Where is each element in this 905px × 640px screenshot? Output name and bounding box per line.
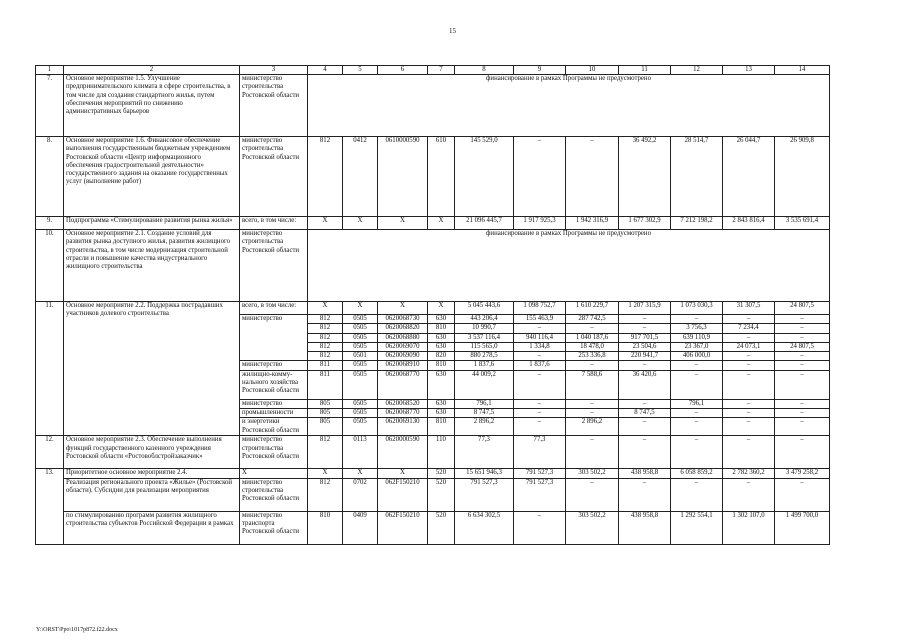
value-cell: –	[619, 399, 671, 408]
value-cell: 3 479 258,2	[775, 469, 830, 478]
value-cell: 917 701,5	[619, 333, 671, 342]
value-cell: 2 843 816,4	[723, 217, 775, 230]
value-cell: –	[775, 352, 830, 361]
header-cell: 6	[378, 66, 428, 75]
header-cell: 13	[723, 66, 775, 75]
value-cell: –	[723, 370, 775, 399]
value-cell: 639 110,9	[671, 333, 723, 342]
value-cell: 287 742,5	[566, 315, 619, 324]
header-cell: 11	[619, 66, 671, 75]
row-executor: всего, в том числе:	[240, 302, 308, 315]
value-cell: –	[566, 324, 619, 333]
value-cell: 805	[308, 409, 343, 418]
value-cell: 0412	[343, 137, 378, 217]
row-executor: жилищно-комму-нального хозяйства Ростовской области	[240, 370, 308, 399]
value-cell: –	[514, 418, 566, 436]
value-cell: 303 502,2	[566, 469, 619, 478]
value-cell: 0620068770	[378, 409, 428, 418]
value-cell: 0505	[343, 418, 378, 436]
value-cell: –	[619, 315, 671, 324]
value-cell: 28 514,7	[671, 137, 723, 217]
value-cell: –	[514, 137, 566, 217]
value-cell: 7 234,4	[723, 324, 775, 333]
row-name: Приоритетное основное мероприятие 2.4.	[64, 469, 240, 478]
value-cell: 15 651 946,3	[455, 469, 514, 478]
row-executor: министерство строительства Ростовской области	[240, 230, 308, 302]
value-cell: 155 463,9	[514, 315, 566, 324]
table-row	[36, 511, 830, 544]
table-row	[36, 75, 830, 137]
value-cell: 253 336,8	[566, 352, 619, 361]
value-cell: –	[775, 409, 830, 418]
value-cell: 0113	[343, 436, 378, 469]
value-cell: 44 009,2	[455, 370, 514, 399]
value-cell: –	[723, 399, 775, 408]
value-cell: 610	[428, 137, 455, 217]
value-cell: –	[619, 361, 671, 370]
value-cell: 26 909,8	[775, 137, 830, 217]
value-cell: 520	[428, 511, 455, 544]
financing-note: финансирование в рамках Программы не предусмотрено	[308, 75, 830, 137]
header-cell: 1	[36, 66, 64, 75]
value-cell: 812	[308, 315, 343, 324]
value-cell: X	[378, 217, 428, 230]
value-cell: 630	[428, 342, 455, 351]
value-cell: –	[723, 333, 775, 342]
value-cell: –	[671, 361, 723, 370]
value-cell: 812	[308, 324, 343, 333]
value-cell: 36 420,6	[619, 370, 671, 399]
row-executor: и энергетики Ростовской области	[240, 418, 308, 436]
value-cell: X	[343, 302, 378, 315]
value-cell: 5 045 443,6	[455, 302, 514, 315]
value-cell: –	[775, 370, 830, 399]
value-cell: X	[308, 469, 343, 478]
row-name: Основное мероприятие 1.6. Финансовое обеспечение выполнения государственным бюджетным учреждением Ростовской области «Центр информационного обеспечения градостроительной деятельности» государственного задания на оказание государственных услуг (выполнение работ)	[64, 137, 240, 217]
value-cell: 3 537 116,4	[455, 333, 514, 342]
value-cell: 3 756,3	[671, 324, 723, 333]
value-cell: 0501	[343, 352, 378, 361]
value-cell: –	[723, 436, 775, 469]
value-cell: 110	[428, 436, 455, 469]
value-cell: 443 206,4	[455, 315, 514, 324]
value-cell: –	[775, 418, 830, 436]
row-number: 12.	[36, 436, 64, 469]
value-cell: –	[723, 478, 775, 511]
value-cell: –	[619, 324, 671, 333]
value-cell: 0620068520	[378, 399, 428, 408]
row-name: по стимулированию программ развития жилищного строительства субъектов Российской Федерации в рамках	[64, 511, 240, 544]
value-cell: 31 307,5	[723, 302, 775, 315]
value-cell: –	[723, 418, 775, 436]
value-cell: 8 747,5	[455, 409, 514, 418]
value-cell: 24 073,1	[723, 342, 775, 351]
value-cell: 7 588,6	[566, 370, 619, 399]
value-cell: 406 000,0	[671, 352, 723, 361]
value-cell: 36 492,2	[619, 137, 671, 217]
value-cell: 0620068880	[378, 333, 428, 342]
value-cell: 77,3	[455, 436, 514, 469]
table-row	[36, 436, 830, 469]
row-executor: всего, в том числе:	[240, 217, 308, 230]
value-cell: 0620069090	[378, 352, 428, 361]
value-cell: 812	[308, 478, 343, 511]
value-cell: 805	[308, 399, 343, 408]
value-cell: 820	[428, 352, 455, 361]
value-cell: X	[308, 217, 343, 230]
value-cell: –	[723, 409, 775, 418]
header-cell: 14	[775, 66, 830, 75]
value-cell: 1 677 302,9	[619, 217, 671, 230]
value-cell: 438 958,8	[619, 511, 671, 544]
value-cell: 0505	[343, 315, 378, 324]
row-number: 9.	[36, 217, 64, 230]
value-cell: 220 941,7	[619, 352, 671, 361]
value-cell: –	[514, 352, 566, 361]
value-cell: 2 896,2	[566, 418, 619, 436]
value-cell: 0505	[343, 324, 378, 333]
value-cell: 1 499 700,0	[775, 511, 830, 544]
row-executor: промышленности	[240, 409, 308, 418]
value-cell: –	[775, 315, 830, 324]
value-cell: 0505	[343, 399, 378, 408]
value-cell: 2 782 360,2	[723, 469, 775, 478]
value-cell: 0505	[343, 342, 378, 351]
value-cell: X	[308, 302, 343, 315]
value-cell: 630	[428, 370, 455, 399]
value-cell: 0505	[343, 333, 378, 342]
row-executor: министерство	[240, 361, 308, 370]
value-cell: 0620068820	[378, 324, 428, 333]
value-cell: 811	[308, 361, 343, 370]
financing-note: финансирование в рамках Программы не предусмотрено	[308, 230, 830, 302]
value-cell: –	[775, 436, 830, 469]
value-cell: 630	[428, 333, 455, 342]
value-cell: X	[343, 469, 378, 478]
row-executor: министерство транспорта Ростовской области	[240, 511, 308, 544]
value-cell: –	[619, 436, 671, 469]
value-cell: –	[566, 137, 619, 217]
value-cell: –	[775, 399, 830, 408]
value-cell: 812	[308, 333, 343, 342]
value-cell: –	[566, 436, 619, 469]
row-executor: X	[240, 469, 308, 478]
value-cell: 630	[428, 409, 455, 418]
value-cell: 812	[308, 137, 343, 217]
value-cell: 0620069130	[378, 418, 428, 436]
value-cell: 7 212 198,2	[671, 217, 723, 230]
value-cell: 796,1	[671, 399, 723, 408]
value-cell: 6 058 859,2	[671, 469, 723, 478]
header-cell: 12	[671, 66, 723, 75]
value-cell: 811	[308, 370, 343, 399]
value-cell: 10 990,7	[455, 324, 514, 333]
value-cell: 0620000590	[378, 436, 428, 469]
value-cell: –	[723, 352, 775, 361]
value-cell: X	[378, 302, 428, 315]
value-cell: 23 504,6	[619, 342, 671, 351]
value-cell: 1 334,8	[514, 342, 566, 351]
table-row	[36, 217, 830, 230]
value-cell: X	[428, 217, 455, 230]
value-cell: 0610000590	[378, 137, 428, 217]
value-cell: 0505	[343, 361, 378, 370]
value-cell: 880 278,5	[455, 352, 514, 361]
value-cell: 0620068910	[378, 361, 428, 370]
header-cell: 4	[308, 66, 343, 75]
value-cell: –	[566, 409, 619, 418]
row-executor: министерство строительства Ростовской области	[240, 436, 308, 469]
value-cell: –	[671, 436, 723, 469]
value-cell: 303 502,2	[566, 511, 619, 544]
value-cell: 26 044,7	[723, 137, 775, 217]
value-cell: 0620068730	[378, 315, 428, 324]
table-row	[36, 469, 830, 478]
row-name: Подпрограмма «Стимулирование развития рынка жилья»	[64, 217, 240, 230]
value-cell: 0620069070	[378, 342, 428, 351]
value-cell: –	[566, 361, 619, 370]
page-number: 15	[449, 27, 456, 35]
value-cell: –	[566, 478, 619, 511]
value-cell: 1 098 752,7	[514, 302, 566, 315]
value-cell: 810	[428, 418, 455, 436]
value-cell: 805	[308, 418, 343, 436]
row-name: Основное мероприятие 2.1. Создание условий для развития рынка доступного жилья, развития жилищного строительства, в том числе модернизация строительной отрасли и повышение качества индустриального жилищного строительства	[64, 230, 240, 302]
header-cell: 10	[566, 66, 619, 75]
header-cell: 5	[343, 66, 378, 75]
row-number: 8.	[36, 137, 64, 217]
value-cell: 23 367,0	[671, 342, 723, 351]
value-cell: 1 837,6	[514, 361, 566, 370]
row-executor: министерство	[240, 315, 308, 361]
value-cell: –	[619, 478, 671, 511]
value-cell: 1 942 316,9	[566, 217, 619, 230]
value-cell: 1 610 229,7	[566, 302, 619, 315]
value-cell: –	[775, 333, 830, 342]
value-cell: 1 917 925,3	[514, 217, 566, 230]
header-row	[36, 66, 830, 75]
value-cell: 1 302 107,0	[723, 511, 775, 544]
value-cell: –	[775, 361, 830, 370]
value-cell: 3 535 691,4	[775, 217, 830, 230]
row-name: Основное мероприятие 2.2. Поддержка пострадавших участников долевого строительства	[64, 302, 240, 436]
row-name: Реализация регионального проекта «Жилье» (Ростовской области). Субсидии для реализации мероприятия	[64, 478, 240, 511]
value-cell: 77,3	[514, 436, 566, 469]
table-row	[36, 478, 830, 511]
value-cell: 24 807,5	[775, 302, 830, 315]
value-cell: 791 527,3	[514, 469, 566, 478]
value-cell: –	[671, 418, 723, 436]
value-cell: 0702	[343, 478, 378, 511]
row-number: 11.	[36, 302, 64, 436]
value-cell: 630	[428, 315, 455, 324]
value-cell: 6 634 302,5	[455, 511, 514, 544]
value-cell: –	[723, 361, 775, 370]
value-cell: 812	[308, 342, 343, 351]
value-cell: 810	[428, 324, 455, 333]
value-cell: 796,1	[455, 399, 514, 408]
value-cell: X	[428, 302, 455, 315]
value-cell: –	[514, 409, 566, 418]
value-cell: X	[343, 217, 378, 230]
value-cell: 520	[428, 478, 455, 511]
row-number: 10.	[36, 230, 64, 302]
value-cell: 0505	[343, 370, 378, 399]
value-cell: 2 896,2	[455, 418, 514, 436]
table-row	[36, 302, 830, 315]
value-cell: 0505	[343, 409, 378, 418]
header-cell: 8	[455, 66, 514, 75]
value-cell: 1 837,6	[455, 361, 514, 370]
value-cell: –	[671, 370, 723, 399]
value-cell: 791 527,3	[455, 478, 514, 511]
header-cell: 2	[64, 66, 240, 75]
row-name: Основное мероприятие 1.5. Улучшение предпринимательского климата в сфере строительства, в том числе для создания стандартного жилья, путем обеспечения мероприятий по снижению административных барьеров	[64, 75, 240, 137]
value-cell: 0409	[343, 511, 378, 544]
value-cell: 1 073 030,3	[671, 302, 723, 315]
value-cell: 8 747,5	[619, 409, 671, 418]
header-cell: 3	[240, 66, 308, 75]
row-executor: министерство строительства Ростовской области	[240, 75, 308, 137]
table-row	[36, 230, 830, 302]
value-cell: 940 116,4	[514, 333, 566, 342]
value-cell: –	[723, 315, 775, 324]
value-cell: 810	[308, 511, 343, 544]
value-cell: –	[619, 418, 671, 436]
value-cell: –	[514, 370, 566, 399]
value-cell: 115 565,0	[455, 342, 514, 351]
value-cell: –	[514, 324, 566, 333]
value-cell: 630	[428, 399, 455, 408]
value-cell: X	[378, 469, 428, 478]
row-number: 7.	[36, 75, 64, 137]
value-cell: 062F150210	[378, 478, 428, 511]
value-cell: 438 958,8	[619, 469, 671, 478]
value-cell: 810	[428, 361, 455, 370]
budget-table	[35, 65, 830, 545]
value-cell: 0620068770	[378, 370, 428, 399]
value-cell: 791 527,3	[514, 478, 566, 511]
value-cell: –	[671, 478, 723, 511]
value-cell: 18 478,0	[566, 342, 619, 351]
value-cell: 1 207 315,9	[619, 302, 671, 315]
value-cell: –	[671, 315, 723, 324]
row-executor: министерство строительства Ростовской области	[240, 478, 308, 511]
header-cell: 7	[428, 66, 455, 75]
value-cell: 145 529,0	[455, 137, 514, 217]
header-cell: 9	[514, 66, 566, 75]
file-path-footer: Y:\ORST\Ppo\1017p872.f22.docx	[36, 627, 118, 633]
row-name: Основное мероприятие 2.3. Обеспечение выполнения функций государственного казенного учреждения Ростовской области «Ростовоблстройзаказчик»	[64, 436, 240, 469]
value-cell: 24 807,5	[775, 342, 830, 351]
table-row	[36, 137, 830, 217]
row-number: 13.	[36, 469, 64, 544]
value-cell: –	[671, 409, 723, 418]
value-cell: 062F150210	[378, 511, 428, 544]
value-cell: 812	[308, 352, 343, 361]
value-cell: 21 096 445,7	[455, 217, 514, 230]
value-cell: 1 040 187,6	[566, 333, 619, 342]
value-cell: –	[775, 324, 830, 333]
row-executor: министерство	[240, 399, 308, 408]
row-executor: министерство строительства Ростовской области	[240, 137, 308, 217]
value-cell: 812	[308, 436, 343, 469]
value-cell: –	[514, 511, 566, 544]
value-cell: –	[566, 399, 619, 408]
value-cell: 520	[428, 469, 455, 478]
value-cell: 1 292 554,1	[671, 511, 723, 544]
value-cell: –	[514, 399, 566, 408]
value-cell: –	[775, 478, 830, 511]
